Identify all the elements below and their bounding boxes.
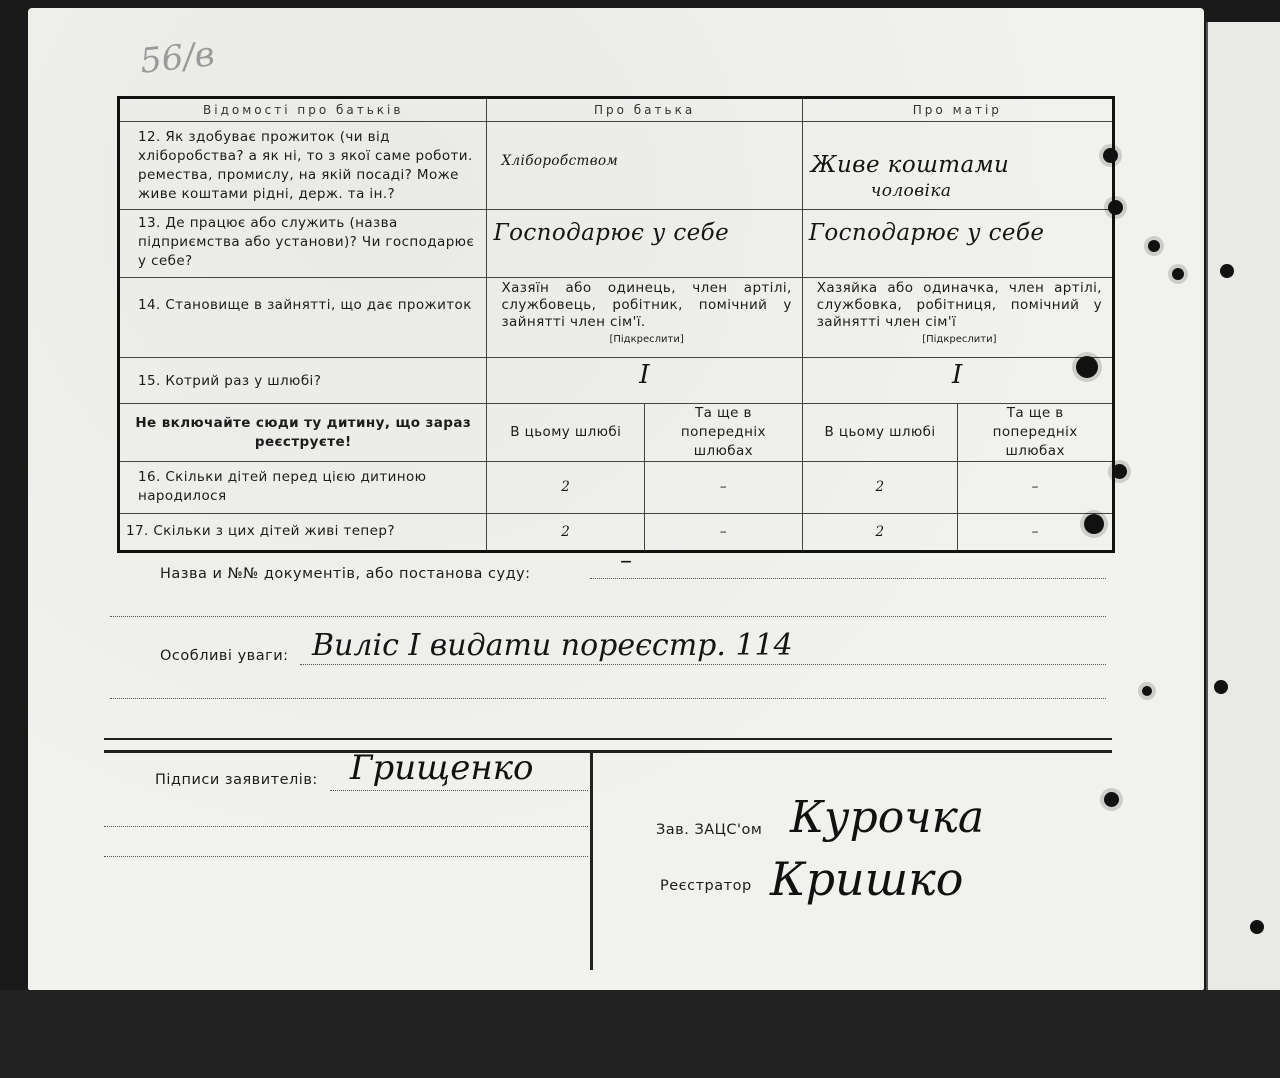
sub-mother-prev-marriages: Та ще в попередніх шлюбах: [958, 404, 1114, 462]
answer-13-mother: Господарює у себе: [802, 210, 1113, 278]
question-12: 12. Як здобуває прожиток (чи від хліборобства? а як ні, то з якої саме роботи. ремества, промислу, на якій посаді? Може живе коштами рідні, держ. та ін.?: [119, 122, 487, 210]
registrar-label: Реєстратор: [660, 878, 752, 894]
row-15: [119, 358, 1114, 404]
applicants-line-1: [330, 790, 588, 791]
punch-hole-6: [1142, 686, 1152, 696]
answer-12-father: Хліборобством: [487, 122, 802, 210]
applicants-line-2: [104, 826, 588, 827]
sub-mother-this-marriage: В цьому шлюбі: [802, 404, 958, 462]
applicants-signature: Грищенко: [350, 748, 534, 788]
documents-line-1: [590, 578, 1106, 579]
options-14-mother: Хазяйка або одиначка, член артілі, службовка, робітниця, помічний у зайнятті член сім'ї: [816, 280, 1102, 330]
table-header-row: [119, 98, 1114, 122]
answer-17-father-prev: –: [645, 514, 803, 552]
underline-note-father: [Підкреслити]: [609, 334, 684, 345]
answer-15-father: I: [487, 358, 802, 404]
row-children-subheader: [119, 404, 1114, 462]
answer-12-mother: [802, 122, 1113, 210]
answer-17-father-this: 2: [487, 514, 645, 552]
row-13: [119, 210, 1114, 278]
applicants-signature-label: Підписи заявителів:: [155, 772, 318, 788]
punch-hole-1: [1103, 148, 1118, 163]
answer-16-father-prev: –: [645, 462, 803, 514]
punch-hole-9: [1172, 268, 1184, 280]
answer-14-mother: [802, 278, 1113, 358]
pencil-note: 56/в: [138, 34, 217, 82]
punch-hole-page2-3: [1250, 920, 1264, 934]
notes-line-2: [110, 698, 1106, 699]
header-parents-info: Відомості про батьків: [119, 98, 487, 122]
answer-16-father-this: 2: [487, 462, 645, 514]
options-14-father: Хазяїн або одинець, член артілі, службовець, робітник, помічний у зайнятті член сім'ї.: [501, 280, 792, 330]
answer-12-mother-line2: чоловіка: [870, 181, 952, 201]
documents-line-2: [110, 616, 1106, 617]
sub-father-prev-marriages: Та ще в попередніх шлюбах: [645, 404, 803, 462]
notes-value: Виліс I видати пореєстр. 114: [312, 628, 793, 663]
answer-13-father: Господарює у себе: [487, 210, 802, 278]
punch-hole-5: [1084, 514, 1104, 534]
section-divider-1: [104, 738, 1112, 740]
background-strip: [0, 990, 1280, 1078]
header-father: Про батька: [487, 98, 802, 122]
answer-17-mother-this: 2: [802, 514, 958, 552]
punch-hole-3: [1076, 356, 1098, 378]
answer-14-father: [487, 278, 802, 358]
documents-value: –: [620, 546, 632, 574]
punch-hole-page2-2: [1214, 680, 1228, 694]
row-14: [119, 278, 1114, 358]
parents-info-table: [117, 96, 1115, 553]
question-17: 17. Скільки з цих дітей живі тепер?: [119, 514, 487, 552]
answer-12-mother-line1: Живе коштами: [810, 152, 1010, 178]
section-divider-2: [104, 750, 1112, 753]
notes-line-1: [300, 664, 1106, 665]
documents-label: Назва и №№ документів, або постанова суду:: [160, 566, 531, 582]
row-17: [119, 514, 1114, 552]
notes-label: Особливі уваги:: [160, 648, 289, 664]
sub-father-this-marriage: В цьому шлюбі: [487, 404, 645, 462]
punch-hole-8: [1148, 240, 1160, 252]
question-13: 13. Де працює або служить (назва підприємства або установи)? Чи господарює у себе?: [119, 210, 487, 278]
punch-hole-2: [1108, 200, 1123, 215]
punch-hole-7: [1104, 792, 1119, 807]
header-mother: Про матір: [802, 98, 1113, 122]
row-16: [119, 462, 1114, 514]
next-page-edge: [1206, 22, 1280, 990]
exclude-note: Не включайте сюди ту дитину, що зараз реєструєте!: [119, 404, 487, 462]
underline-note-mother: [Підкреслити]: [922, 334, 997, 345]
question-14: 14. Становище в зайнятті, що дає прожиток: [119, 278, 487, 358]
answer-17-mother-prev: –: [958, 514, 1114, 552]
question-16: 16. Скільки дітей перед цією дитиною народилося: [119, 462, 487, 514]
row-12: [119, 122, 1114, 210]
punch-hole-4: [1112, 464, 1127, 479]
applicants-line-3: [104, 856, 588, 857]
punch-hole-page2-1: [1220, 264, 1234, 278]
answer-16-mother-this: 2: [802, 462, 958, 514]
answer-15-mother: I: [802, 358, 1113, 404]
head-of-registry-signature: Курочка: [790, 792, 985, 843]
signature-column-divider: [590, 752, 593, 970]
registrar-signature: Кришко: [770, 852, 964, 906]
question-15: 15. Котрий раз у шлюбі?: [119, 358, 487, 404]
answer-16-mother-prev: –: [958, 462, 1114, 514]
head-of-registry-label: Зав. ЗАЦС'ом: [656, 822, 763, 838]
